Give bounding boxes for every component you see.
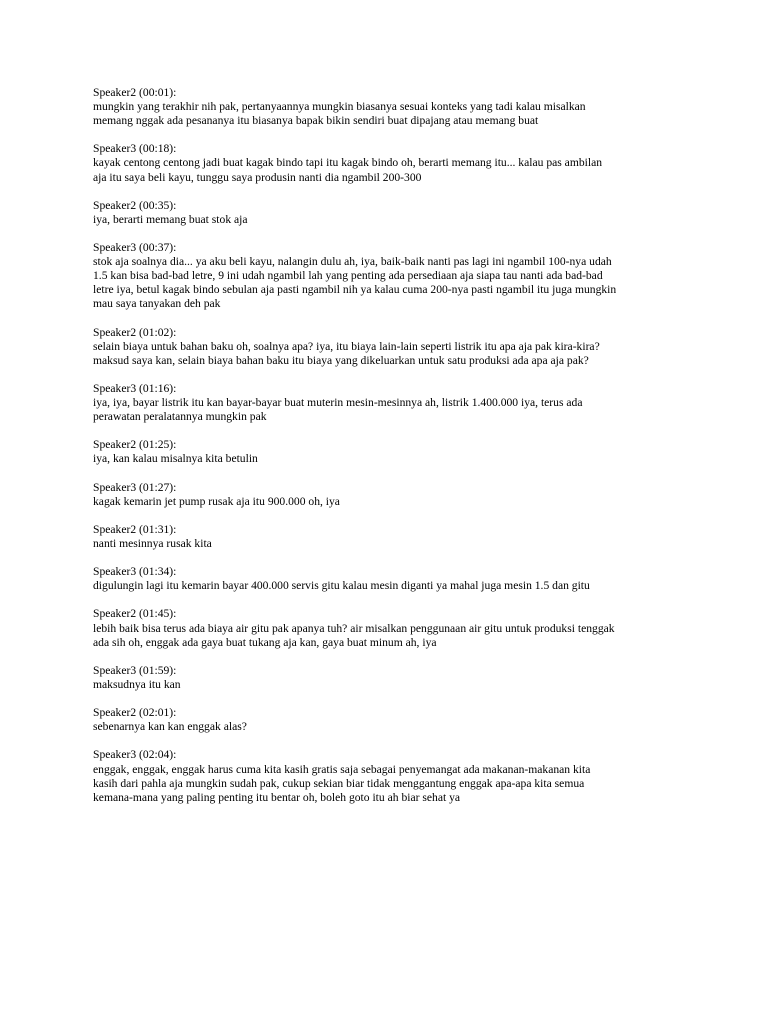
transcript-turn (93, 438, 693, 466)
utterance-line: 1.5 kan bisa bad-bad letre, 9 ini udah ngambil lah yang penting ada persediaan aja siapa tau nanti ada bad-bad (93, 269, 603, 283)
utterance-line: aja itu saya beli kayu, tunggu saya produsin nanti dia ngambil 200-300 (93, 170, 422, 184)
transcript-turn (93, 142, 693, 184)
speaker-label: Speaker2 (02:01): (93, 706, 177, 720)
speaker-label: Speaker3 (01:27): (93, 480, 177, 494)
utterance-line: nanti mesinnya rusak kita (93, 537, 212, 550)
transcript-page (93, 86, 693, 819)
utterance-line: kemana-mana yang paling penting itu bentar oh, boleh goto itu ah biar sehat ya (93, 790, 461, 804)
speaker-label: Speaker3 (01:59): (93, 663, 177, 677)
speaker-label: Speaker3 (02:04): (93, 748, 177, 762)
transcript-turn (93, 706, 693, 734)
utterance-line: mau saya tanyakan deh pak (93, 297, 221, 311)
utterance-line: stok aja soalnya dia... ya aku beli kayu, nalangin dulu ah, iya, baik-baik nanti pas lagi ini ngambil 100-nya udah (93, 255, 612, 269)
utterance-line: kasih dari pahla aja mungkin sudah pak, cukup sekian biar tidak menggantung enggak apa-apa kita semua (93, 776, 585, 790)
transcript-turn (93, 481, 693, 509)
speaker-label: Speaker3 (01:34): (93, 565, 177, 579)
transcript-turn (93, 326, 693, 368)
utterance-line: digulungin lagi itu kemarin bayar 400.000 servis gitu kalau mesin diganti ya mahal juga mesin 1.5 dan gitu (93, 579, 590, 593)
speaker-label: Speaker2 (01:25): (93, 438, 177, 452)
speaker-label: Speaker3 (00:18): (93, 142, 177, 156)
utterance-line: iya, berarti memang buat stok aja (93, 212, 248, 226)
speaker-label: Speaker2 (01:31): (93, 522, 177, 536)
transcript-turn (93, 241, 693, 311)
utterance-line: letre iya, betul kagak bindo sebulan aja pasti ngambil nih ya kalau cuma 200-nya pasti ngambil itu juga mungkin (93, 283, 617, 297)
speaker-label: Speaker2 (00:35): (93, 198, 177, 212)
utterance-line: lebih baik bisa terus ada biaya air gitu pak apanya tuh? air misalkan penggunaan air gitu untuk produksi tenggak (93, 621, 615, 635)
transcript-turn (93, 607, 693, 649)
transcript-turn (93, 565, 693, 593)
utterance-line: enggak, enggak, enggak harus cuma kita kasih gratis saja sebagai penyemangat ada makanan-makanan kita (93, 762, 591, 776)
speaker-label: Speaker3 (01:16): (93, 381, 177, 395)
transcript-turn (93, 199, 693, 227)
utterance-line: selain biaya untuk bahan baku oh, soalnya apa? iya, itu biaya lain-lain seperti listrik itu apa aja pak kira-kira? (93, 339, 600, 353)
utterance-line: ada sih oh, enggak ada gaya buat tukang aja kan, gaya buat minum ah, iya (93, 635, 437, 649)
utterance-line: kayak centong centong jadi buat kagak bindo tapi itu kagak bindo oh, berarti memang itu... kalau pas ambilan (93, 156, 603, 170)
transcript-turn (93, 748, 693, 804)
utterance-line: maksudnya itu kan (93, 677, 181, 691)
transcript-turn (93, 86, 693, 128)
utterance-line: memang nggak ada pesananya itu biasanya bapak bikin sendiri buat dipajang atau memang buat (93, 114, 539, 128)
transcript-turn (93, 523, 693, 551)
transcript-turn (93, 664, 693, 692)
utterance-line: maksud saya kan, selain biaya bahan baku itu biaya yang dikeluarkan untuk satu produksi ada apa aja pak? (93, 353, 589, 367)
speaker-label: Speaker2 (01:45): (93, 607, 177, 621)
utterance-line: kagak kemarin jet pump rusak aja itu 900.000 oh, iya (93, 494, 340, 508)
utterance-line: mungkin yang terakhir nih pak, pertanyaannya mungkin biasanya sesuai konteks yang tadi kalau misalkan (93, 100, 586, 114)
speaker-label: Speaker2 (00:01): (93, 86, 177, 99)
utterance-line: iya, kan kalau misalnya kita betulin (93, 452, 258, 466)
speaker-label: Speaker2 (01:02): (93, 325, 177, 339)
utterance-line: sebenarnya kan kan enggak alas? (93, 720, 247, 734)
speaker-label: Speaker3 (00:37): (93, 241, 177, 255)
transcript-turn (93, 382, 693, 424)
utterance-line: iya, iya, bayar listrik itu kan bayar-bayar buat muterin mesin-mesinnya ah, listrik 1.400.000 iya, terus ada (93, 396, 583, 410)
utterance-line: perawatan peralatannya mungkin pak (93, 410, 267, 424)
